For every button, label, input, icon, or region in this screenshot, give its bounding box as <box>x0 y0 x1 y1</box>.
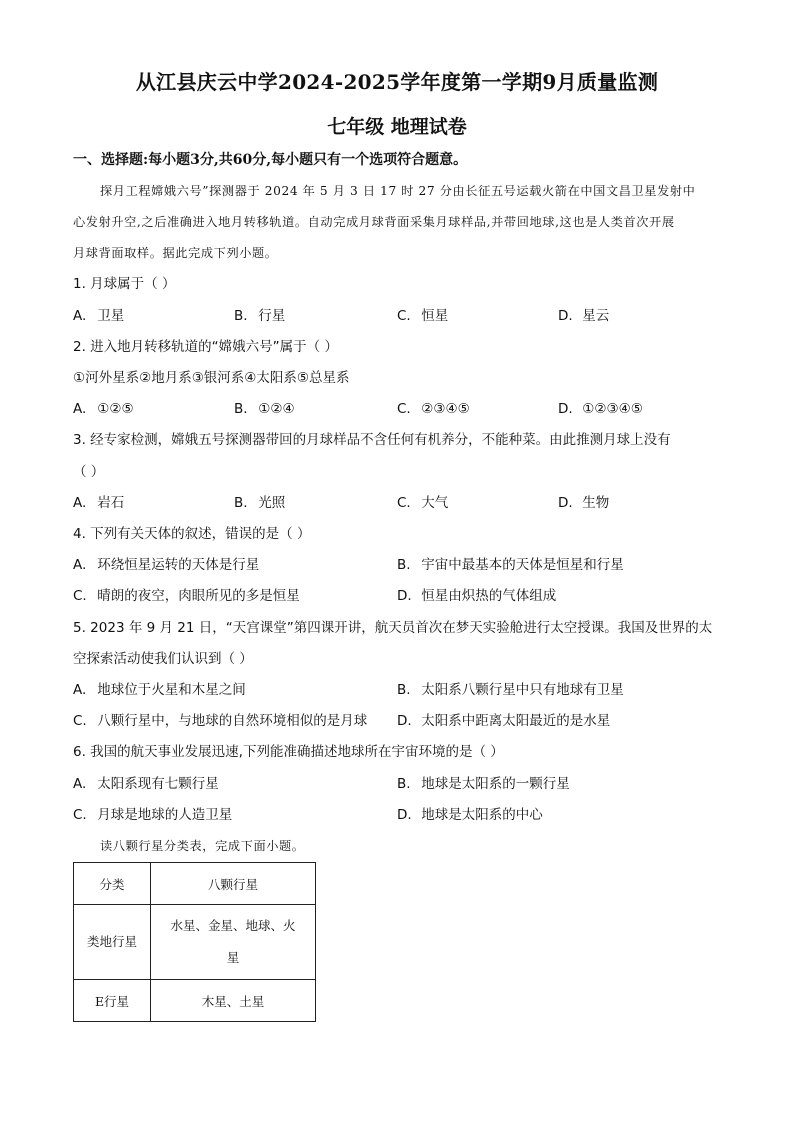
question-3-stem: 3. 经专家检测，嫦娥五号探测器带回的月球样品不含任何有机养分，不能种菜。由此推测月球上没有 <box>73 432 671 448</box>
question-6-stem: 6. 我国的航天事业发展迅速,下列能准确描述地球所在宇宙环境的是（ ） <box>73 744 504 760</box>
question-1-stem: 1. 月球属于（ ） <box>73 276 176 292</box>
exam-subtitle: 七年级 地理试卷 <box>327 116 467 138</box>
q1-option-c: C. 恒星 <box>397 308 449 324</box>
q3-option-d: D. 生物 <box>558 495 610 511</box>
header-planets: 八颗行星 <box>151 863 316 905</box>
table-header-row <box>74 863 316 905</box>
q6-option-c: C. 月球是地球的人造卫星 <box>73 807 233 823</box>
q4-option-b: B. 宇宙中最基本的天体是恒星和行星 <box>397 557 624 573</box>
question-5-stem-cont: 空探索活动使我们认识到（ ） <box>73 651 253 667</box>
category-cell: 类地行星 <box>74 905 151 980</box>
question-5-stem: 5. 2023 年 9 月 21 日，“天宫课堂”第四课开讲，航天员首次在梦天实验舱进行太空授课。我国及世界的太 <box>73 620 713 636</box>
q6-option-a: A. 太阳系现有七颗行星 <box>73 776 219 792</box>
q2-option-b: B. ①②④ <box>234 401 295 417</box>
q5-option-a: A. 地球位于火星和木星之间 <box>73 682 246 698</box>
q2-option-c: C. ②③④⑤ <box>397 401 470 417</box>
passage-line-2: 心发射升空,之后准确进入地月转移轨道。自动完成月球背面采集月球样品,并带回地球,这也是人类首次开展 <box>73 215 675 229</box>
q4-option-d: D. 恒星由炽热的气体组成 <box>397 588 557 604</box>
planets-cell: 木星、土星 <box>151 980 316 1022</box>
q2-option-a: A. ①②⑤ <box>73 401 134 417</box>
q2-option-d: D. ①②③④⑤ <box>558 401 643 417</box>
table-row <box>74 905 316 980</box>
table-row <box>74 980 316 1022</box>
exam-title: 从江县庆云中学2024-2025学年度第一学期9月质量监测 <box>135 70 659 94</box>
passage-line-1: 探月工程嫦娥六号”探测器于 2024 年 5 月 3 日 17 时 27 分由长征五号运载火箭在中国文昌卫星发射中 <box>100 184 696 198</box>
passage-line-3: 月球背面取样。据此完成下列小题。 <box>73 246 278 260</box>
planet-classification-table <box>73 862 316 1022</box>
q4-option-a: A. 环绕恒星运转的天体是行星 <box>73 557 260 573</box>
q4-option-c: C. 晴朗的夜空，肉眼所见的多是恒星 <box>73 588 300 604</box>
q1-option-a: A. 卫星 <box>73 308 125 324</box>
q1-option-b: B. 行星 <box>234 308 286 324</box>
q3-option-b: B. 光照 <box>234 495 286 511</box>
table-intro: 读八颗行星分类表，完成下面小题。 <box>100 839 305 853</box>
q1-option-d: D. 星云 <box>558 308 610 324</box>
question-3-stem-cont: （ ） <box>73 464 105 480</box>
section-heading: 一、选择题:每小题3分,共60分,每小题只有一个选项符合题意。 <box>73 152 468 168</box>
q6-option-d: D. 地球是太阳系的中心 <box>397 807 543 823</box>
q5-option-b: B. 太阳系八颗行星中只有地球有卫星 <box>397 682 624 698</box>
planets-cell: 水星、金星、地球、火 星 <box>151 905 316 980</box>
question-2-stem: 2. 进入地月转移轨道的“嫦娥六号”属于（ ） <box>73 339 338 355</box>
q5-option-c: C. 八颗行星中，与地球的自然环境相似的是月球 <box>73 713 368 729</box>
header-category: 分类 <box>74 863 151 905</box>
q3-option-a: A. 岩石 <box>73 495 125 511</box>
question-4-stem: 4. 下列有关天体的叙述，错误的是（ ） <box>73 526 311 542</box>
question-2-choices: ①河外星系②地月系③银河系④太阳系⑤总星系 <box>73 370 350 386</box>
q6-option-b: B. 地球是太阳系的一颗行星 <box>397 776 570 792</box>
q3-option-c: C. 大气 <box>397 495 449 511</box>
q5-option-d: D. 太阳系中距离太阳最近的是水星 <box>397 713 611 729</box>
category-cell: E行星 <box>74 980 151 1022</box>
